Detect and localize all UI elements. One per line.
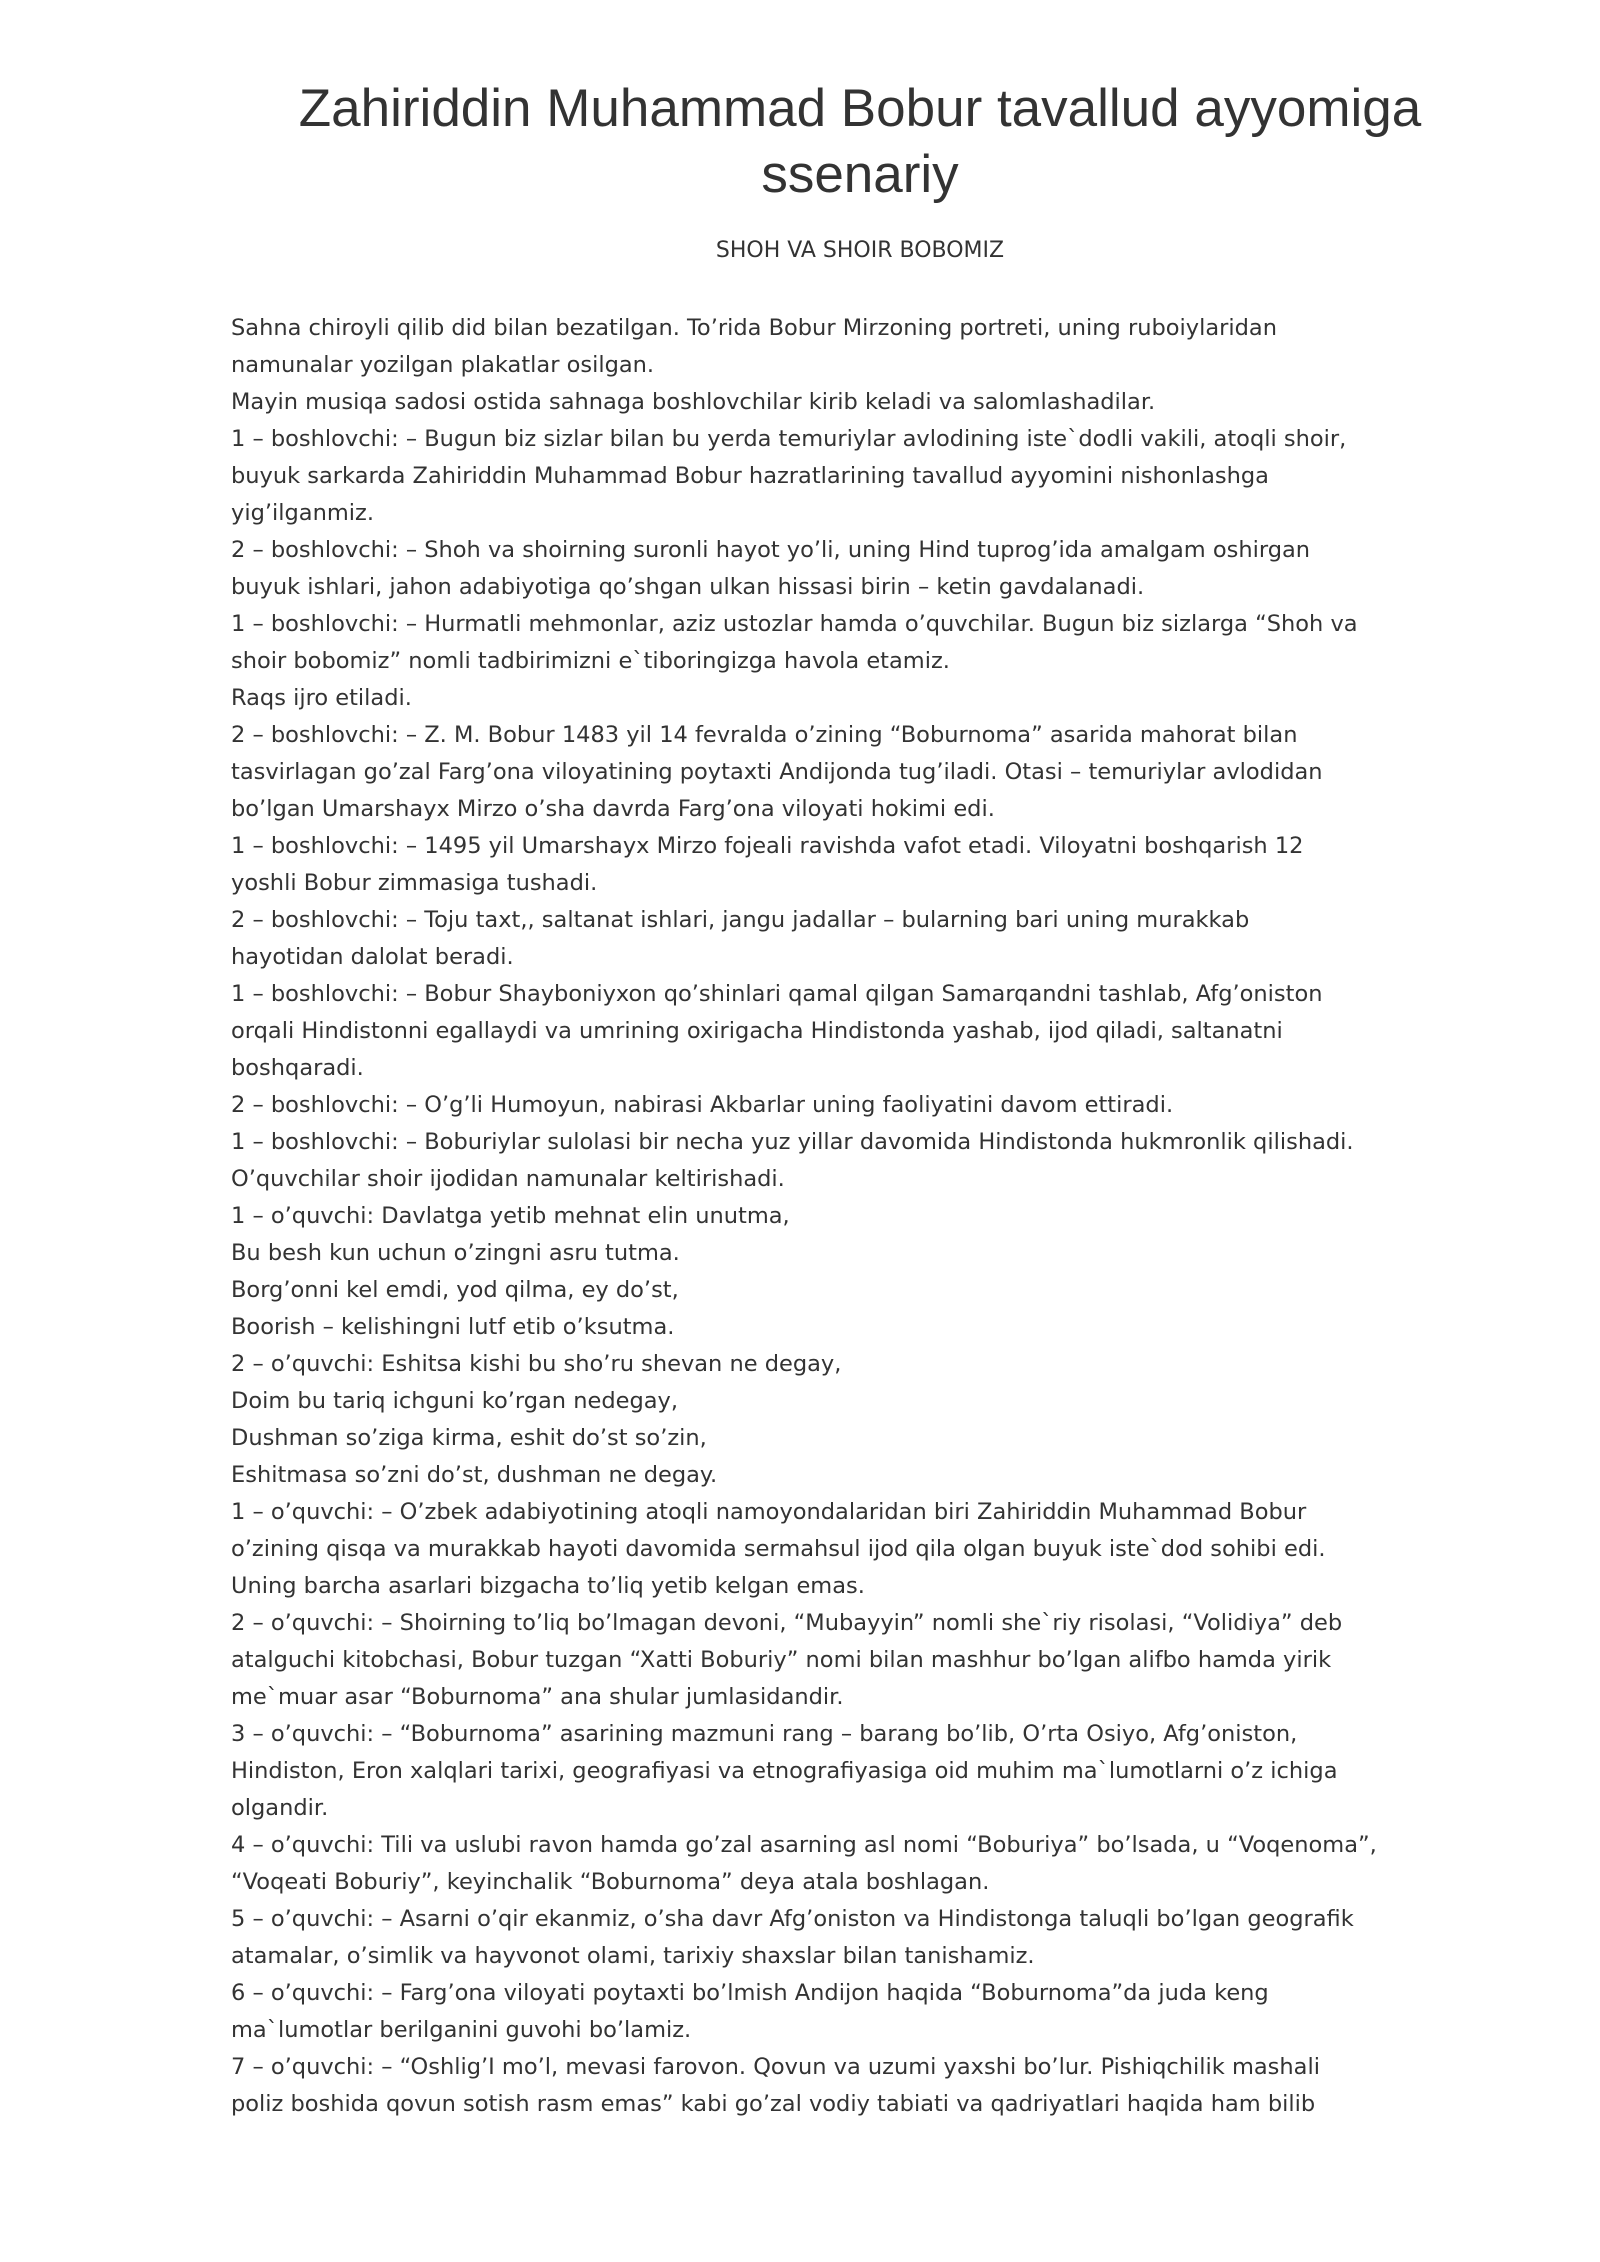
text-line: yoshli Bobur zimmasiga tushadi. — [231, 870, 598, 896]
text-line: 2 – o’quvchi: Eshitsa kishi bu sho’ru shevan ne degay, — [231, 1351, 842, 1377]
text-line: “Voqeati Boburiy”, keyinchalik “Boburnoma” deya atala boshlagan. — [231, 1869, 990, 1895]
text-line: tasvirlagan go’zal Farg’ona viloyatining poytaxti Andijonda tug’iladi. Otasi – temuriylar avlodidan — [231, 759, 1323, 785]
text-line: 1 – boshlovchi: – Boburiylar sulolasi bir necha yuz yillar davomida Hindistonda hukmronlik qilishadi. — [231, 1129, 1354, 1155]
text-line: O’quvchilar shoir ijodidan namunalar keltirishadi. — [231, 1166, 785, 1192]
text-line: bo’lgan Umarshayx Mirzo o’sha davrda Farg’ona viloyati hokimi edi. — [231, 796, 995, 822]
text-line: 1 – o’quvchi: Davlatga yetib mehnat elin unutma, — [231, 1203, 790, 1229]
text-line: Doim bu tariq ichguni ko’rgan nedegay, — [231, 1388, 678, 1414]
text-line: 1 – boshlovchi: – 1495 yil Umarshayx Mirzo fojeali ravishda vafot etadi. Viloyatni boshqarish 12 — [231, 833, 1304, 859]
text-line: Boorish – kelishingni lutf etib o’ksutma. — [231, 1314, 675, 1340]
text-line: shoir bobomiz” nomli tadbirimizni e`tiboringizga havola etamiz. — [231, 648, 950, 674]
text-line: o’zining qisqa va murakkab hayoti davomida sermahsul ijod qila olgan buyuk iste`dod sohibi edi. — [231, 1536, 1326, 1562]
text-line: 1 – boshlovchi: – Bugun biz sizlar bilan bu yerda temuriylar avlodining iste`dodli vakili, atoqli shoir, — [231, 426, 1347, 452]
title-line: ssenariy — [761, 145, 959, 204]
text-line: 3 – o’quvchi: – “Boburnoma” asarining mazmuni rang – barang bo’lib, O’rta Osiyo, Afg’oniston, — [231, 1721, 1298, 1747]
text-line: ma`lumotlar berilganini guvohi bo’lamiz. — [231, 2017, 692, 2043]
page-title — [180, 76, 1540, 208]
text-line: 1 – boshlovchi: – Bobur Shayboniyxon qo’shinlari qamal qilgan Samarqandni tashlab, Afg’oniston — [231, 981, 1323, 1007]
text-line: orqali Hindistonni egallaydi va umrining oxirigacha Hindistonda yashab, ijod qiladi, saltanatni — [231, 1018, 1283, 1044]
text-line: Sahna chiroyli qilib did bilan bezatilgan. To’rida Bobur Mirzoning portreti, uning ruboiylaridan — [231, 315, 1277, 341]
document-body — [231, 310, 1561, 2123]
text-line: Borg’onni kel emdi, yod qilma, ey do’st, — [231, 1277, 679, 1303]
text-line: buyuk ishlari, jahon adabiyotiga qo’shgan ulkan hissasi birin – ketin gavdalanadi. — [231, 574, 1145, 600]
text-line: Hindiston, Eron xalqlari tarixi, geografiyasi va etnografiyasiga oid muhim ma`lumotlarni o’z ichiga — [231, 1758, 1338, 1784]
text-line: boshqaradi. — [231, 1055, 364, 1081]
text-line: olgandir. — [231, 1795, 329, 1821]
text-line: 2 – o’quvchi: – Shoirning to’liq bo’lmagan devoni, “Mubayyin” nomli she`riy risolasi, “Volidiya” deb — [231, 1610, 1343, 1636]
text-line: buyuk sarkarda Zahiriddin Muhammad Bobur hazratlarining tavallud ayyomini nishonlashga — [231, 463, 1269, 489]
text-line: 2 – boshlovchi: – Toju taxt,, saltanat ishlari, jangu jadallar – bularning bari uning murakkab — [231, 907, 1250, 933]
text-line: 7 – o’quvchi: – “Oshlig’I mo’l, mevasi farovon. Qovun va uzumi yaxshi bo’lur. Pishiqchilik mashali — [231, 2054, 1320, 2080]
text-line: atalguchi kitobchasi, Bobur tuzgan “Xatti Boburiy” nomi bilan mashhur bo’lgan alifbo hamda yirik — [231, 1647, 1332, 1673]
text-line: Dushman so’ziga kirma, eshit do’st so’zin, — [231, 1425, 707, 1451]
text-line: 6 – o’quvchi: – Farg’ona viloyati poytaxti bo’lmish Andijon haqida “Boburnoma”da juda keng — [231, 1980, 1269, 2006]
text-line: 5 – o’quvchi: – Asarni o’qir ekanmiz, o’sha davr Afg’oniston va Hindistonga taluqli bo’lgan geografik — [231, 1906, 1354, 1932]
text-line: 4 – o’quvchi: Tili va uslubi ravon hamda go’zal asarning asl nomi “Boburiya” bo’lsada, u “Voqenoma”, — [231, 1832, 1377, 1858]
text-line: Raqs ijro etiladi. — [231, 685, 412, 711]
text-line: Mayin musiqa sadosi ostida sahnaga boshlovchilar kirib keladi va salomlashadilar. — [231, 389, 1156, 415]
text-line: poliz boshida qovun sotish rasm emas” kabi go’zal vodiy tabiati va qadriyatlari haqida ham bilib — [231, 2091, 1316, 2117]
text-line: me`muar asar “Boburnoma” ana shular jumlasidandir. — [231, 1684, 844, 1710]
text-line: Eshitmasa so’zni do’st, dushman ne degay. — [231, 1462, 718, 1488]
text-line: 1 – o’quvchi: – O’zbek adabiyotining atoqli namoyondalaridan biri Zahiriddin Muhammad Bobur — [231, 1499, 1307, 1525]
text-line: hayotidan dalolat beradi. — [231, 944, 514, 970]
text-line: atamalar, o’simlik va hayvonot olami, tarixiy shaxslar bilan tanishamiz. — [231, 1943, 1035, 1969]
text-line: 2 – boshlovchi: – O’g’li Humoyun, nabirasi Akbarlar uning faoliyatini davom ettiradi. — [231, 1092, 1174, 1118]
text-line: Uning barcha asarlari bizgacha to’liq yetib kelgan emas. — [231, 1573, 865, 1599]
text-line: namunalar yozilgan plakatlar osilgan. — [231, 352, 655, 378]
title-line: Zahiriddin Muhammad Bobur tavallud ayyomiga — [298, 79, 1422, 138]
text-line: Bu besh kun uchun o’zingni asru tutma. — [231, 1240, 680, 1266]
text-line: yig’ilganmiz. — [231, 500, 374, 526]
text-line: 1 – boshlovchi: – Hurmatli mehmonlar, aziz ustozlar hamda o’quvchilar. Bugun biz sizlarga “Shoh va — [231, 611, 1358, 637]
text-line: 2 – boshlovchi: – Z. M. Bobur 1483 yil 14 fevralda o’zining “Boburnoma” asarida mahorat bilan — [231, 722, 1298, 748]
page-subtitle: SHOH VA SHOIR BOBOMIZ — [715, 238, 1005, 263]
text-line: 2 – boshlovchi: – Shoh va shoirning suronli hayot yo’li, uning Hind tuprog’ida amalgam oshirgan — [231, 537, 1311, 563]
